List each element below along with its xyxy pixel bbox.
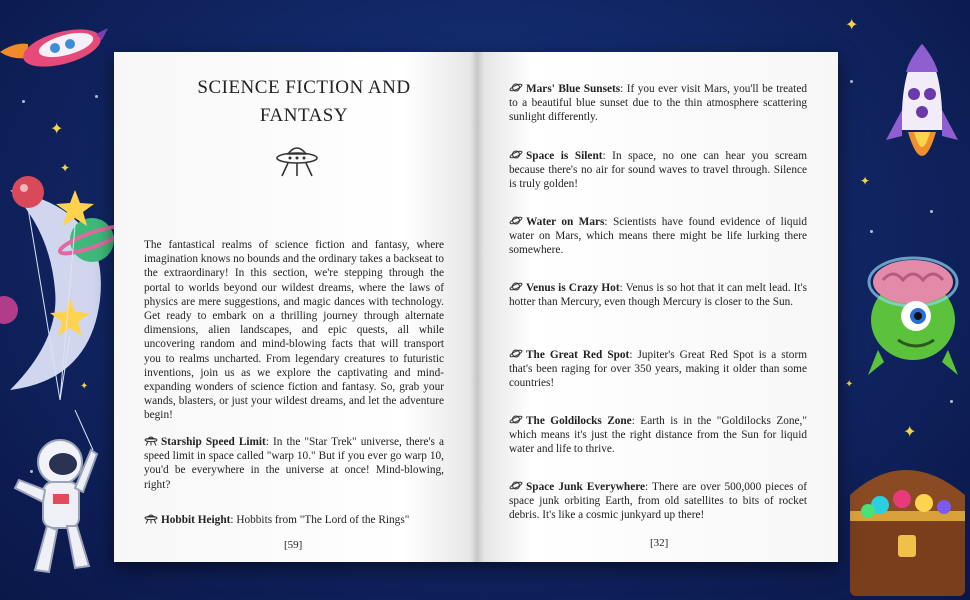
- fact-item: [509, 414, 807, 457]
- fact-text: : Jupiter's Great Red Spot is a storm that's been raging for over 350 years, making it older than some countries!: [509, 349, 808, 390]
- planet-icon: [509, 414, 523, 425]
- astronaut-icon: [5, 410, 100, 590]
- planet-icon: [509, 215, 523, 226]
- fact-item: [144, 513, 444, 527]
- fact-title: Mars' Blue Sunsets: [526, 83, 621, 95]
- page-number: [59]: [284, 539, 303, 551]
- rocket-icon: [882, 40, 962, 180]
- fact-item: [509, 149, 807, 192]
- rocket-icon: [0, 12, 110, 72]
- fact-title: Starship Speed Limit: [161, 436, 266, 448]
- intro-paragraph: The fantastical realms of science fiction and fantasy, where imagination knows no bounds and the ordinary takes a backseat to the extraordinary! In this section, we're stepping through the portal to worlds beyond our wildest dreams, where the laws of physics are mere suggestions, and magic dances with technology. Get ready to embark on a thrilling journey through alternate dimensions, alien landscapes, and epic quests, all while uncovering random and mind-blowing facts that will transport you to realms uncharted. From legendary creatures to futuristic inventions, join us as we explore the captivating and mind-expanding wonders of science fiction and fantasy. So, grab your wands, blasters, or just your wildest dreams, and let the adventure begin!: [144, 239, 444, 422]
- planet-icon: [509, 281, 523, 292]
- page-number: [32]: [650, 537, 669, 549]
- planet-icon: [509, 348, 523, 359]
- fact-text: : Earth is in the "Goldilocks Zone," which means it's just the right distance from the Sun for liquid water and life to thrive.: [509, 415, 807, 456]
- alien-icon: [858, 250, 968, 380]
- fact-title: Venus is Crazy Hot: [526, 282, 620, 294]
- fact-title: Hobbit Height: [161, 514, 231, 526]
- right-page: [477, 52, 838, 562]
- star-icon: ✦: [845, 17, 859, 34]
- fact-title: The Goldilocks Zone: [526, 415, 632, 427]
- fact-item: [509, 281, 807, 309]
- fact-text: : If you ever visit Mars, you'll be treated to a beautiful blue sunset due to the thin atmosphere scattering sunlight differently.: [509, 83, 807, 124]
- fact-text: : In the "Star Trek" universe, there's a speed limit in space called "warp 10." But if you ever go warp 10, you'd be everywhere in the universe at once! Mind-blowing, right?: [144, 436, 444, 491]
- fact-text: : There are over 500,000 pieces of space junk orbiting Earth, from old satellites to bits of rocket debris. It's like a cosmic junkyard up there!: [509, 481, 808, 522]
- ufo-icon: [144, 435, 158, 446]
- fact-item: [509, 215, 807, 258]
- star-icon: ✦: [860, 174, 871, 188]
- fact-text: : Scientists have found evidence of liquid water on Mars, which means there might be life lurking there somewhere.: [509, 216, 808, 257]
- chapter-title: SCIENCE FICTION AND FANTASY: [197, 77, 411, 126]
- fact-title: Space is Silent: [526, 150, 603, 162]
- star-icon: ✦: [80, 381, 89, 392]
- ufo-icon: [144, 513, 158, 524]
- fact-title: The Great Red Spot: [526, 349, 630, 361]
- star-icon: ✦: [845, 379, 854, 390]
- fact-item: [144, 435, 444, 492]
- treasure-chest-icon: [840, 445, 970, 600]
- left-page: [114, 52, 477, 562]
- moon-icon: [0, 170, 120, 400]
- fact-text: : Venus is so hot that it can melt lead. It's hotter than Mercury, even though Mercury is closer to the Sun.: [509, 282, 807, 309]
- planet-icon: [509, 149, 523, 160]
- fact-text: : In space, no one can hear you scream because there's no air for sound waves to travel through. Silence is truly golden!: [509, 150, 807, 191]
- book-gutter: [470, 52, 484, 562]
- ufo-icon: [274, 140, 320, 180]
- fact-title: Water on Mars: [526, 216, 605, 228]
- star-icon: ✦: [60, 161, 71, 175]
- open-book: [114, 52, 838, 562]
- fact-item: [509, 480, 807, 523]
- fact-title: Space Junk Everywhere: [526, 481, 646, 493]
- fact-item: [509, 82, 807, 125]
- star-icon: ✦: [903, 424, 917, 441]
- planet-icon: [509, 82, 523, 93]
- fact-text: : Hobbits from "The Lord of the Rings": [230, 514, 410, 526]
- fact-item: [509, 348, 807, 391]
- planet-icon: [509, 480, 523, 491]
- star-icon: ✦: [50, 121, 64, 138]
